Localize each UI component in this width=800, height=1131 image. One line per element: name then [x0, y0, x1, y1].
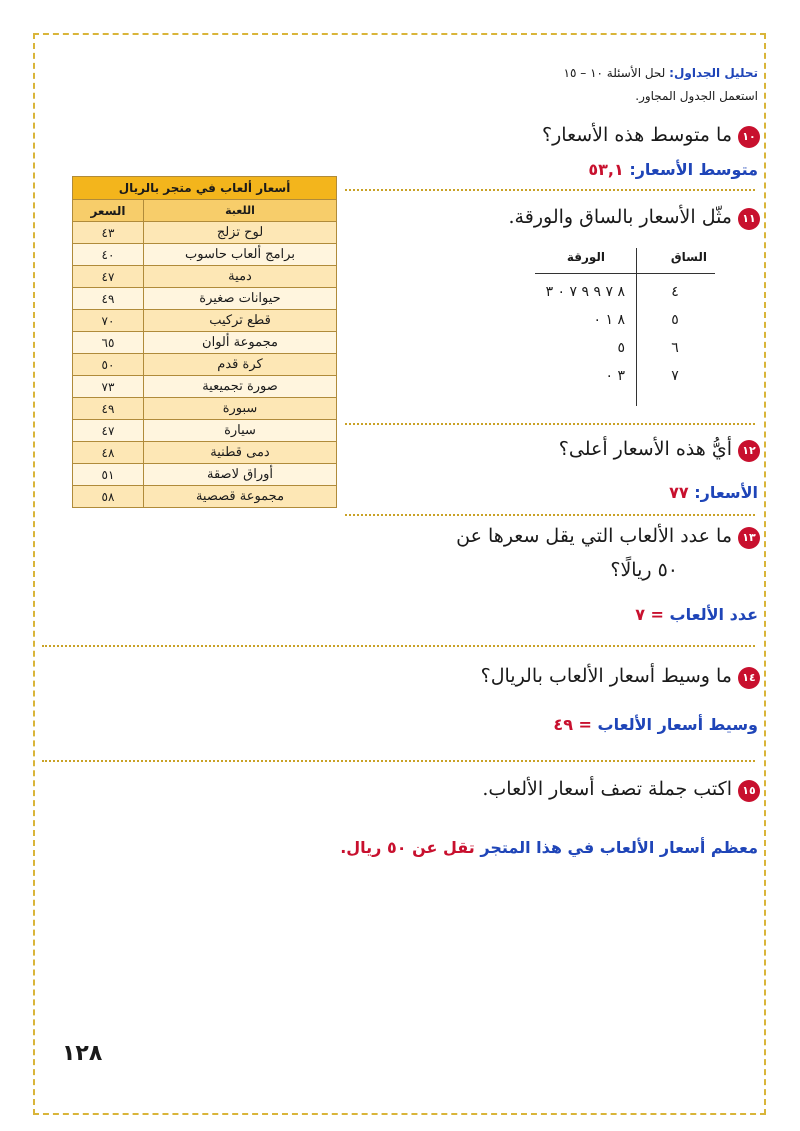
table-row [73, 486, 337, 508]
stem-header: الساق [670, 250, 707, 264]
question-text: ما وسيط أسعار الألعاب بالريال؟ [480, 665, 732, 687]
price-cell: ٤٠ [73, 244, 144, 266]
divider [345, 423, 755, 425]
stem-value: ٥ [671, 312, 679, 328]
table-row [73, 442, 337, 464]
stem-value: ٦ [671, 340, 679, 356]
divider [42, 645, 755, 647]
game-cell: كرة قدم [144, 354, 337, 376]
game-cell: قطع تركيب [144, 310, 337, 332]
game-cell: مجموعة ألوان [144, 332, 337, 354]
question-number: ١٠ [738, 126, 760, 148]
question-text: أيُّ هذه الأسعار أعلى؟ [558, 438, 732, 460]
price-cell: ٤٣ [73, 222, 144, 244]
price-cell: ٥٠ [73, 354, 144, 376]
table-row [73, 376, 337, 398]
question-text-line2: ٥٠ ريالًا؟ [610, 559, 678, 581]
question-text: مثّل الأسعار بالساق والورقة. [508, 206, 732, 228]
price-cell: ٤٧ [73, 266, 144, 288]
game-cell: برامج ألعاب حاسوب [144, 244, 337, 266]
table-row [73, 332, 337, 354]
answer-value: ٥٣,١ [588, 160, 624, 179]
game-cell: حيوانات صغيرة [144, 288, 337, 310]
table-row [73, 398, 337, 420]
answer-10 [338, 160, 758, 179]
stem-leaf-divider-horizontal [535, 273, 715, 274]
answer-label: عدد الألعاب [669, 605, 758, 624]
page-number: ١٢٨ [62, 1041, 103, 1066]
stem-value: ٤ [671, 284, 679, 300]
divider [42, 760, 755, 762]
table-row [73, 266, 337, 288]
answer-label: وسيط أسعار الألعاب [597, 715, 758, 734]
game-cell: سيارة [144, 420, 337, 442]
game-cell: سبورة [144, 398, 337, 420]
table-row [73, 464, 337, 486]
answer-label: متوسط الأسعار: [629, 160, 758, 179]
question-number: ١٥ [738, 780, 760, 802]
question-text: ما متوسط هذه الأسعار؟ [542, 124, 732, 146]
game-cell: صورة تجميعية [144, 376, 337, 398]
prices-table [72, 176, 337, 508]
stem-value: ٧ [671, 368, 679, 384]
question-11 [340, 206, 760, 230]
leaf-values: ٥ [617, 340, 625, 356]
section-title: تحليل الجداول: [669, 66, 758, 80]
question-number: ١٢ [738, 440, 760, 462]
game-cell: دمى قطنية [144, 442, 337, 464]
game-cell: مجموعة قصصية [144, 486, 337, 508]
table-row [73, 354, 337, 376]
table-row [73, 288, 337, 310]
answer-13 [338, 605, 758, 624]
leaf-header: الورقة [566, 250, 605, 264]
question-number: ١١ [738, 208, 760, 230]
answer-12 [338, 483, 758, 502]
price-cell: ٤٧ [73, 420, 144, 442]
answer-value: = ٧ [635, 605, 664, 624]
question-10 [340, 124, 760, 148]
question-14 [260, 665, 760, 689]
column-header-price: السعر [73, 200, 144, 222]
section-title-rest: لحل الأسئلة ١٠ – ١٥ [563, 66, 666, 80]
answer-14 [258, 715, 758, 734]
question-number: ١٤ [738, 667, 760, 689]
stem-leaf-divider-vertical [636, 248, 637, 406]
price-cell: ٤٨ [73, 442, 144, 464]
leaf-values: ٨ ١ ٠ [593, 312, 625, 328]
question-text: اكتب جملة تصف أسعار الألعاب. [482, 778, 732, 800]
column-header-game: اللعبة [144, 200, 337, 222]
table-row [73, 222, 337, 244]
question-15 [260, 778, 760, 802]
price-cell: ٦٥ [73, 332, 144, 354]
table-row [73, 244, 337, 266]
answer-value: = ٤٩ [553, 715, 592, 734]
question-12 [340, 438, 760, 462]
divider [345, 514, 755, 516]
divider [345, 189, 755, 191]
leaf-values: ٨ ٧ ٩ ٩ ٧ ٠ ٣ [545, 284, 625, 300]
answer-part-2: تقل عن ٥٠ ريال. [340, 838, 475, 857]
price-cell: ٧٠ [73, 310, 144, 332]
game-cell: أوراق لاصقة [144, 464, 337, 486]
answer-value: ٧٧ [669, 483, 689, 502]
game-cell: دمية [144, 266, 337, 288]
answer-15 [58, 838, 758, 857]
table-row [73, 310, 337, 332]
section-header [358, 66, 758, 80]
price-cell: ٧٣ [73, 376, 144, 398]
price-cell: ٥١ [73, 464, 144, 486]
price-cell: ٥٨ [73, 486, 144, 508]
price-cell: ٤٩ [73, 398, 144, 420]
question-number: ١٣ [738, 527, 760, 549]
question-13 [340, 525, 760, 549]
answer-label: الأسعار: [694, 483, 758, 502]
price-cell: ٤٩ [73, 288, 144, 310]
game-cell: لوح تزلج [144, 222, 337, 244]
answer-part-1: معظم أسعار الألعاب في هذا المتجر [480, 838, 758, 857]
stem-leaf-plot [535, 248, 715, 408]
question-text: ما عدد الألعاب التي يقل سعرها عن [456, 525, 732, 547]
section-subtitle: استعمل الجدول المجاور. [635, 89, 758, 103]
table-caption: أسعار ألعاب في متجر بالريال [73, 177, 337, 200]
table-row [73, 420, 337, 442]
leaf-values: ٣ ٠ [605, 368, 625, 384]
